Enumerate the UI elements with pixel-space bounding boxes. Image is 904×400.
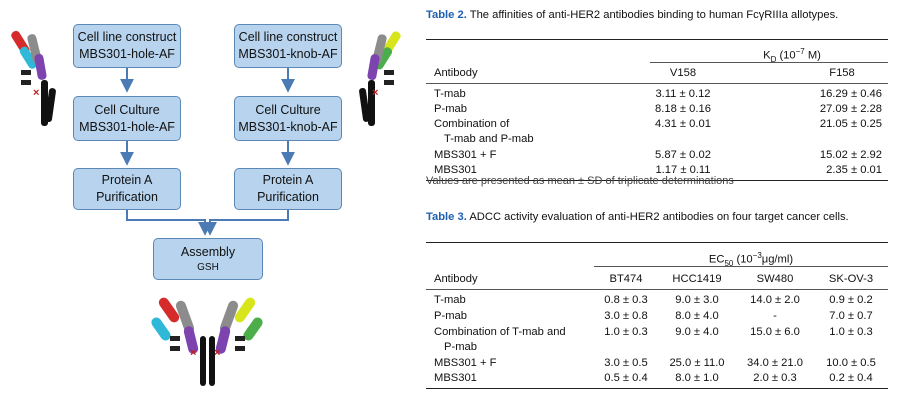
table2-group-rule xyxy=(650,62,888,63)
construct-knob-subtitle: MBS301-knob-AF xyxy=(238,47,338,61)
construct-hole-title: Cell line construct xyxy=(77,30,177,44)
table3-row-mbs-label: MBS301 xyxy=(434,372,477,384)
table3-row-tmab-bt474: 0.8 ± 0.3 xyxy=(604,294,648,306)
svg-text:×: × xyxy=(372,87,379,99)
table3-row-pmab-hcc1419: 8.0 ± 4.0 xyxy=(675,310,719,322)
table3-row-mbs-sw480: 2.0 ± 0.3 xyxy=(753,372,797,384)
table2-caption-label: Table 2. xyxy=(426,9,467,21)
table3-row-tmab-hcc1419: 9.0 ± 3.0 xyxy=(675,294,719,306)
culture-knob-title: Cell Culture xyxy=(255,102,321,117)
assembly-box xyxy=(153,238,263,280)
table2-row-mbs-label: MBS301 xyxy=(434,164,477,176)
table3-row-combo-sw480: 15.0 ± 6.0 xyxy=(750,326,800,338)
table2-row-pmab-label: P-mab xyxy=(434,103,467,115)
table3-row-mbsf-sw480: 34.0 ± 21.0 xyxy=(747,357,803,369)
table3-row-combo-hcc1419: 9.0 ± 4.0 xyxy=(675,326,719,338)
construct-hole-subtitle: MBS301-hole-AF xyxy=(79,47,175,61)
culture-box-hole xyxy=(73,96,181,141)
table3-bottom-rule xyxy=(426,388,888,389)
table3-row-pmab-sw480: - xyxy=(773,310,777,322)
purification-box-knob xyxy=(234,168,342,210)
table3-row-tmab-sw480: 14.0 ± 2.0 xyxy=(750,294,800,306)
table3-row-combo-bt474: 1.0 ± 0.3 xyxy=(604,326,648,338)
table2-caption-text: The affinities of anti-HER2 antibodies binding to human FcγRIIIa allotypes. xyxy=(469,9,839,21)
bispecific-antibody-icon xyxy=(149,296,264,386)
table3-top-rule xyxy=(426,242,888,243)
purification-knob-subtitle: Purification xyxy=(257,190,319,204)
table2-col-v158: V158 xyxy=(669,67,697,79)
table2-top-rule xyxy=(426,39,888,40)
table2-col-antibody: Antibody xyxy=(434,67,478,79)
table2-row-mbs-f158: 2.35 ± 0.01 xyxy=(826,164,882,176)
construct-knob-title: Cell line construct xyxy=(238,30,338,44)
table3-row-tmab-skov3: 0.9 ± 0.2 xyxy=(829,294,873,306)
table3-col-hcc1419: HCC1419 xyxy=(672,273,722,285)
table2-footnote-clipped: Values are presented as mean ± SD of triplicate determinations xyxy=(426,175,734,187)
construct-box-knob xyxy=(234,24,342,68)
table2-row-mbsf-v158: 5.87 ± 0.02 xyxy=(655,149,711,161)
table2-row-combo-label-line2: T-mab and P-mab xyxy=(444,133,534,145)
table2-col-f158: F158 xyxy=(829,67,855,79)
tables-panel xyxy=(418,0,888,400)
table3-row-mbs-skov3: 0.2 ± 0.4 xyxy=(829,372,873,384)
table2-row-combo-v158: 4.31 ± 0.01 xyxy=(655,118,711,130)
purification-hole-title: Protein A xyxy=(101,173,153,187)
assembly-title: Assembly xyxy=(180,245,236,259)
table2-group-header: $K_D$ ($10^{-7}$ M) xyxy=(763,47,821,64)
table3-col-sw480: SW480 xyxy=(756,273,794,285)
purification-box-hole xyxy=(73,168,181,210)
culture-knob-subtitle: MBS301-knob-AF xyxy=(238,119,338,134)
culture-box-knob xyxy=(234,96,342,141)
table3-row-tmab-label: T-mab xyxy=(434,294,466,306)
table3-caption xyxy=(426,210,888,224)
culture-hole-title: Cell Culture xyxy=(94,102,160,117)
table2-row-combo-label: Combination of xyxy=(434,118,510,130)
purification-knob-title: Protein A xyxy=(262,173,314,187)
table3-group-header: $EC_{50}$ $(10^{-3}\mu g/ml)$ xyxy=(708,251,794,268)
svg-text:×: × xyxy=(33,87,40,99)
table2-row-tmab-v158: 3.11 ± 0.12 xyxy=(655,88,711,100)
table2-row-tmab-label: T-mab xyxy=(434,88,466,100)
table3-row-mbsf-label: MBS301 + F xyxy=(434,357,497,369)
table3-row-combo-skov3: 1.0 ± 0.3 xyxy=(829,326,873,338)
table2-row-tmab-f158: 16.29 ± 0.46 xyxy=(819,88,882,100)
table3-header-rule xyxy=(426,289,888,290)
table3-row-combo-label-line2: P-mab xyxy=(444,341,477,353)
production-schematic xyxy=(0,0,415,400)
half-antibody-knob-icon xyxy=(359,30,402,126)
table3-row-mbs-hcc1419: 8.0 ± 1.0 xyxy=(675,372,719,384)
table3-row-pmab-skov3: 7.0 ± 0.7 xyxy=(829,310,873,322)
table2-row-mbs-v158: 1.17 ± 0.11 xyxy=(655,164,711,176)
svg-text:×: × xyxy=(190,347,197,359)
table3-row-combo-label: Combination of T-mab and xyxy=(434,326,566,338)
table3-row-mbs-bt474: 0.5 ± 0.4 xyxy=(604,372,648,384)
table3-caption-text: ADCC activity evaluation of anti-HER2 antibodies on four target cancer cells. xyxy=(469,211,849,223)
table2-row-mbsf-f158: 15.02 ± 2.92 xyxy=(819,149,882,161)
svg-text:×: × xyxy=(214,347,221,359)
half-antibody-hole-icon xyxy=(10,29,57,126)
table3-col-bt474: BT474 xyxy=(609,273,643,285)
table3-caption-label: Table 3. xyxy=(426,211,467,223)
table2-row-pmab-f158: 27.09 ± 2.28 xyxy=(819,103,882,115)
table3-group-rule xyxy=(594,266,888,267)
table3-row-pmab-label: P-mab xyxy=(434,310,467,322)
schematic-art xyxy=(0,0,415,400)
table2-caption xyxy=(426,8,888,22)
table2-header-rule xyxy=(426,83,888,84)
arrow-right-merge xyxy=(210,210,288,233)
table3-col-skov3: SK-OV-3 xyxy=(828,273,874,285)
purification-hole-subtitle: Purification xyxy=(96,190,158,204)
assembly-subtitle: GSH xyxy=(197,262,219,273)
construct-box-hole xyxy=(73,24,181,68)
table3-row-mbsf-hcc1419: 25.0 ± 11.0 xyxy=(669,357,725,369)
table2-row-mbsf-label: MBS301 + F xyxy=(434,149,497,161)
table3-col-antibody: Antibody xyxy=(434,273,478,285)
table2-row-pmab-v158: 8.18 ± 0.16 xyxy=(655,103,711,115)
table2-row-combo-f158: 21.05 ± 0.25 xyxy=(819,118,882,130)
table3-row-mbsf-bt474: 3.0 ± 0.5 xyxy=(604,357,648,369)
culture-hole-subtitle: MBS301-hole-AF xyxy=(79,119,175,134)
table3-row-pmab-bt474: 3.0 ± 0.8 xyxy=(604,310,648,322)
table3-row-mbsf-skov3: 10.0 ± 0.5 xyxy=(826,357,876,369)
arrow-left-merge xyxy=(127,210,205,233)
